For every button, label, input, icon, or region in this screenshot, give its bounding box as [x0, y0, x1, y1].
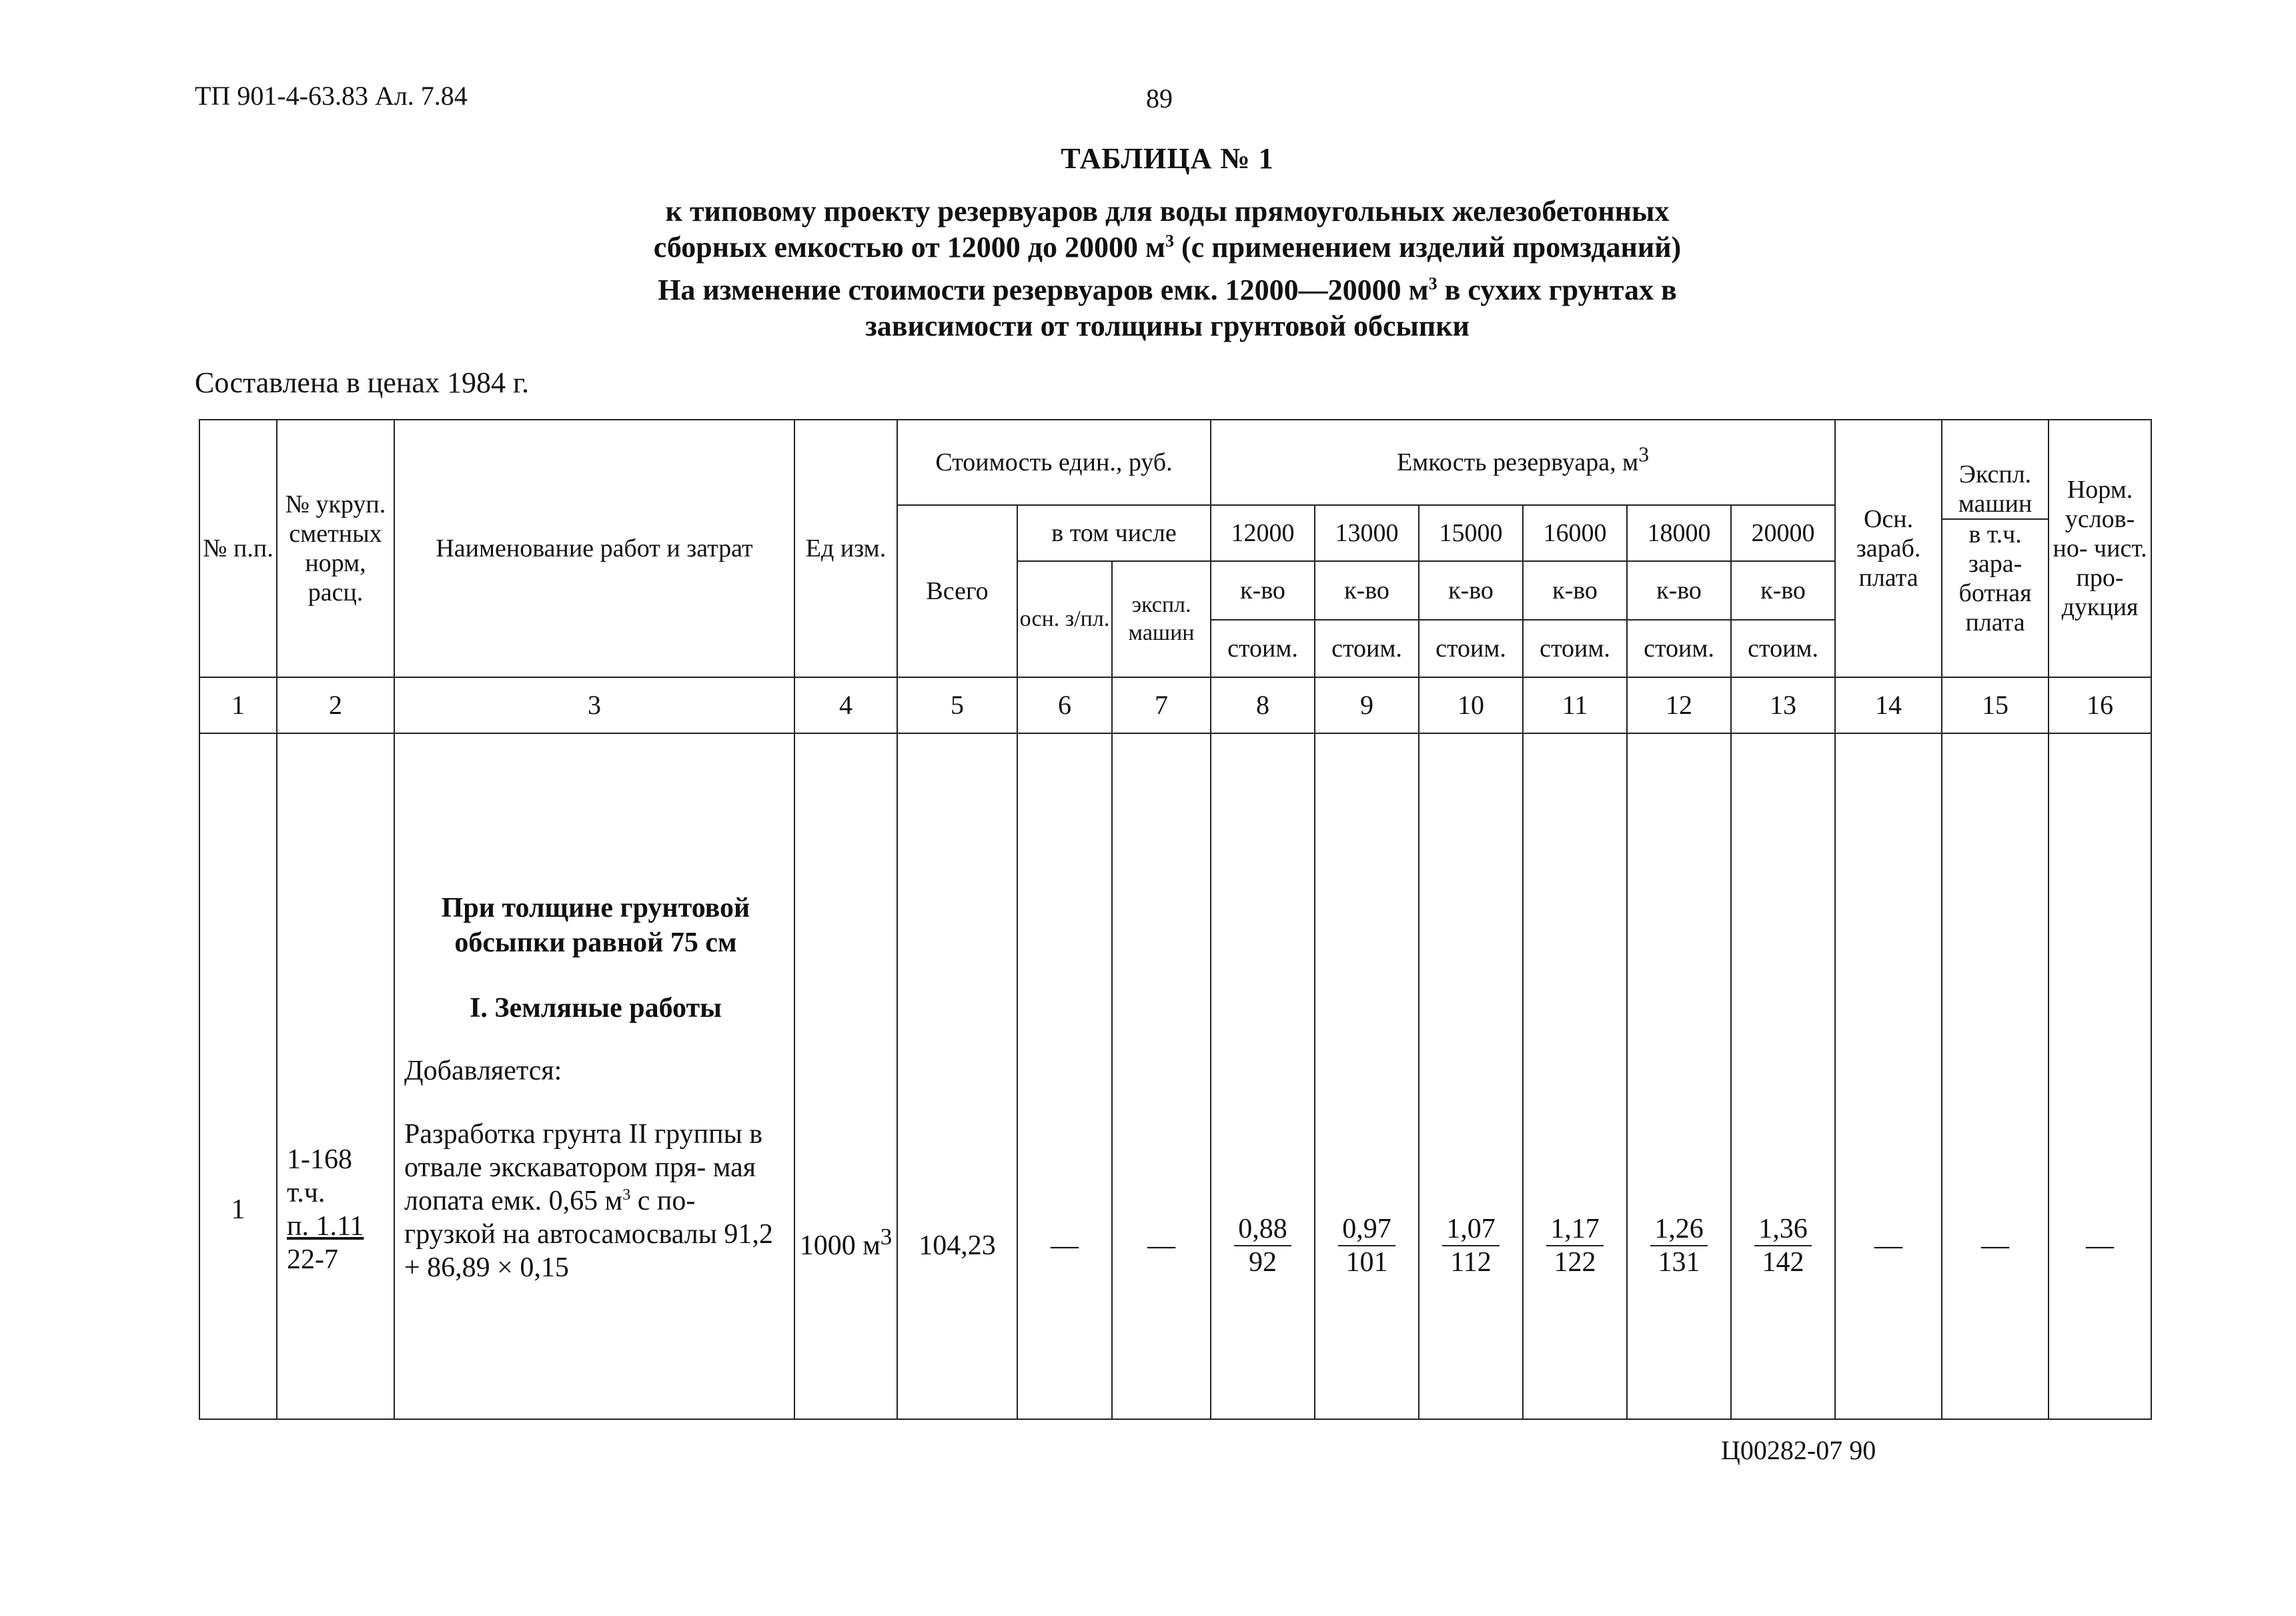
header-kvo-3: к-во [1419, 561, 1523, 620]
column-number: 12 [1627, 677, 1731, 733]
row1-norm-line4: 22-7 [287, 1244, 338, 1275]
column-number: 8 [1211, 677, 1315, 733]
project-subtitle [467, 193, 1868, 266]
column-number: 13 [1731, 677, 1835, 733]
header-stoim-2: стоим. [1315, 620, 1419, 677]
header-kvo-4: к-во [1523, 561, 1627, 620]
row1-norm-cell [277, 733, 394, 1419]
row1-col15-cell [1942, 733, 2049, 1419]
header-stoim-1: стоим. [1211, 620, 1315, 677]
column-number: 15 [1942, 677, 2049, 733]
row1-unit: 1000 $м^3$ [799, 1224, 893, 1261]
fraction: $\frac{1,07}{112}$ [1442, 1213, 1500, 1278]
row1-ekspl-cell [1112, 733, 1211, 1419]
document-code: ТП 901-4-63.83 Ал. 7.84 [195, 81, 468, 111]
header-kvo-2: к-во [1315, 561, 1419, 620]
column-number: 2 [277, 677, 394, 733]
row1-osn-cell [1017, 733, 1112, 1419]
row1-unit-cell [794, 733, 897, 1419]
row1-col16-cell [2049, 733, 2151, 1419]
header-col15-top: Экспл. машин [1942, 460, 2048, 520]
column-number: 1 [199, 677, 277, 733]
header-stoim-5: стоим. [1627, 620, 1731, 677]
column-number: 9 [1315, 677, 1419, 733]
column-number: 4 [794, 677, 897, 733]
header-col14: Осн. зараб. плата [1835, 420, 1942, 677]
prices-note: Составлена в ценах 1984 г. [195, 366, 530, 399]
row1-col14: — [1874, 1230, 1903, 1261]
column-number: 5 [897, 677, 1017, 733]
change-subtitle [467, 272, 1868, 344]
fraction: $\frac{1,36}{142}$ [1754, 1213, 1812, 1278]
row1-norm-line3: п. 1.11 [287, 1211, 364, 1242]
header-col15 [1942, 420, 2049, 677]
header-col16: Норм. услов- но- чист. про- дукция [2049, 420, 2151, 677]
row1-total-cell [897, 733, 1017, 1419]
header-col-norm: № укруп. сметных норм, расц. [277, 420, 394, 677]
header-kvo-5: к-во [1627, 561, 1731, 620]
column-number: 11 [1523, 677, 1627, 733]
section-subheading: I. Земляные работы [470, 993, 722, 1024]
row1-cap-13000 [1315, 733, 1419, 1419]
fraction: $\frac{1,26}{131}$ [1650, 1213, 1708, 1278]
header-incl: в том числе [1017, 505, 1211, 561]
column-number: 10 [1419, 677, 1523, 733]
header-cap-13000: 13000 [1315, 505, 1419, 561]
row1-cap-12000 [1211, 733, 1315, 1419]
header-cap-18000: 18000 [1627, 505, 1731, 561]
row1-name-cell [394, 733, 794, 1419]
column-number: 6 [1017, 677, 1112, 733]
row1-col16: — [2086, 1230, 2115, 1261]
header-osn-zpl: осн. з/пл. [1017, 561, 1112, 677]
page-number: 89 [1146, 83, 1173, 113]
header-stoim-4: стоим. [1523, 620, 1627, 677]
header-stoim-6: стоим. [1731, 620, 1835, 677]
header-unit-cost: Стоимость един., руб. [897, 420, 1211, 505]
row1-work-description: Разработка грунта II группы в отвале экскаватором пря- мая лопата емк. 0,65 $м^3$ с по- грузкой на автосамосвалы 91,2 + 86,89 × 0,15 [404, 1119, 773, 1283]
header-col-unit: Ед изм. [794, 420, 897, 677]
header-capacity: Емкость резервуара, $м^3$ [1211, 420, 1835, 505]
table-row [199, 733, 2151, 1419]
row1-ekspl: — [1147, 1230, 1175, 1261]
project-subtitle-line1: к типовому проекту резервуаров для воды прямоугольных железобетонных [665, 195, 1670, 228]
row1-osn-zpl: — [1051, 1230, 1079, 1261]
row1-norm-line1: 1-168 [287, 1144, 352, 1175]
fraction: $\frac{1,17}{122}$ [1546, 1213, 1604, 1278]
header-stoim-3: стоим. [1419, 620, 1523, 677]
header-cap-15000: 15000 [1419, 505, 1523, 561]
fraction: $\frac{0,88}{92}$ [1234, 1213, 1291, 1278]
column-number: 14 [1835, 677, 1942, 733]
row1-total: 104,23 [919, 1230, 996, 1261]
header-kvo-6: к-во [1731, 561, 1835, 620]
header-cap-20000: 20000 [1731, 505, 1835, 561]
column-number: 3 [394, 677, 794, 733]
cost-table [199, 419, 2152, 1420]
change-subtitle-line1: На изменение стоимости резервуаров емк. 12000—20000 $м^3$ в сухих грунтах в [658, 274, 1677, 306]
column-number: 16 [2049, 677, 2151, 733]
header-total: Всего [897, 505, 1017, 677]
row1-cap-16000 [1523, 733, 1627, 1419]
row1-norm-line2: т.ч. [287, 1178, 326, 1208]
row1-norm [277, 1143, 394, 1276]
table-title: ТАБЛИЦА № 1 [1061, 142, 1274, 175]
header-kvo-1: к-во [1211, 561, 1315, 620]
header-col-num: № п.п. [199, 420, 277, 677]
change-subtitle-line2: зависимости от толщины грунтовой обсыпки [865, 310, 1470, 342]
header-col15-bottom: в т.ч. зара- ботная плата [1958, 520, 2032, 637]
header-col-name: Наименование работ и затрат [394, 420, 794, 677]
row1-num-cell [199, 733, 277, 1419]
row1-col15: — [1981, 1230, 2010, 1261]
header-ekspl-mash: экспл. машин [1112, 561, 1211, 677]
section-heading: При толщине грунтовой обсыпки равной 75 см [441, 893, 750, 958]
row1-cap-20000 [1731, 733, 1835, 1419]
row1-num: 1 [231, 1194, 245, 1225]
header-cap-12000: 12000 [1211, 505, 1315, 561]
column-number: 7 [1112, 677, 1211, 733]
project-subtitle-line2: сборных емкостью от 12000 до 20000 $м^3$ (с применением изделий промзданий) [653, 231, 1682, 264]
row1-cap-18000 [1627, 733, 1731, 1419]
added-label: Добавляется: [404, 1056, 562, 1086]
fraction: $\frac{0,97}{101}$ [1338, 1213, 1395, 1278]
row1-cap-15000 [1419, 733, 1523, 1419]
footer-code: Ц00282-07 90 [1721, 1435, 1876, 1465]
header-cap-16000: 16000 [1523, 505, 1627, 561]
row1-col14-cell [1835, 733, 1942, 1419]
